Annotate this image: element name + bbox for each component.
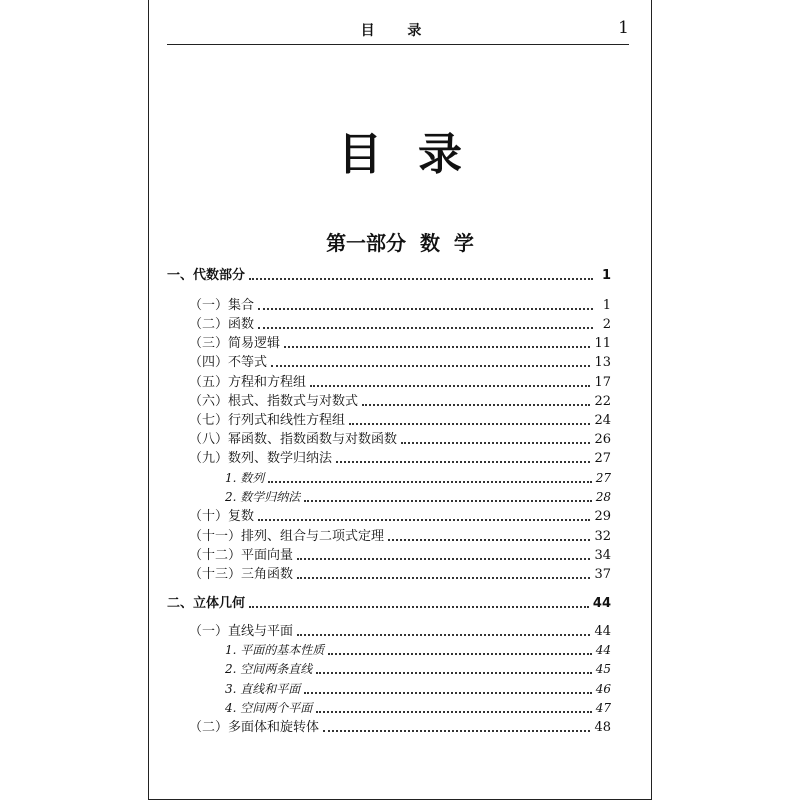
toc-entry-page: 13 — [594, 355, 611, 370]
toc-entry-title: （三）简易逻辑 — [189, 336, 281, 351]
toc-entry[interactable] — [189, 373, 611, 392]
dot-leader — [310, 385, 590, 387]
toc-entry-page: 45 — [595, 662, 611, 676]
toc-entry-title: 一、代数部分 — [167, 268, 246, 283]
toc-entry-page: 28 — [595, 490, 611, 504]
toc-entry[interactable] — [189, 334, 611, 353]
toc-entry-page: 46 — [595, 682, 611, 696]
toc-entry-title: （一）直线与平面 — [189, 624, 294, 639]
toc-entry-page: 44 — [595, 643, 611, 657]
toc-entry[interactable] — [167, 594, 611, 613]
toc-entry[interactable] — [225, 488, 611, 507]
dot-leader — [401, 442, 590, 444]
dot-leader — [304, 500, 591, 502]
part-title: 第一部分 数 学 — [326, 231, 474, 255]
toc-entry-page: 44 — [594, 624, 611, 639]
toc-entry[interactable] — [189, 546, 611, 565]
toc-entry[interactable] — [189, 449, 611, 468]
toc-entry-title: （十）复数 — [189, 509, 255, 524]
dot-leader — [349, 423, 590, 425]
toc-entry[interactable] — [225, 680, 611, 699]
toc-entry-title: （六）根式、指数式与对数式 — [189, 394, 359, 409]
dot-leader — [249, 606, 589, 608]
toc-entry-title: （二）函数 — [189, 317, 255, 332]
toc-entry-title: （十三）三角函数 — [189, 567, 294, 582]
toc-entry-page: 48 — [594, 720, 611, 735]
toc-entry-page: 32 — [594, 529, 611, 544]
toc-entry-title: （四）不等式 — [189, 355, 268, 370]
toc-entry-title: （八）幂函数、指数函数与对数函数 — [189, 432, 398, 447]
toc-entry[interactable] — [189, 718, 611, 737]
dot-leader — [249, 278, 593, 280]
dot-leader — [336, 461, 590, 463]
toc-entry-page: 11 — [594, 336, 611, 351]
toc-entry[interactable] — [189, 430, 611, 449]
toc-entry-page: 47 — [595, 701, 611, 715]
dot-leader — [316, 672, 591, 674]
toc-entry-title: 2. 数学归纳法 — [225, 490, 301, 504]
toc-entry[interactable] — [189, 296, 611, 315]
toc-entry[interactable] — [189, 392, 611, 411]
toc-entry-title: 二、立体几何 — [167, 596, 246, 611]
dot-leader — [388, 539, 590, 541]
running-header — [167, 16, 629, 45]
dot-leader — [297, 634, 590, 636]
dot-leader — [268, 481, 591, 483]
running-title: 目 录 — [360, 23, 436, 39]
toc-entry[interactable] — [225, 699, 611, 718]
toc-entry-title: （十二）平面向量 — [189, 548, 294, 563]
toc-entry[interactable] — [189, 565, 611, 584]
toc-entry[interactable] — [189, 507, 611, 526]
toc-entry-title: （十一）排列、组合与二项式定理 — [189, 529, 385, 544]
dot-leader — [258, 327, 593, 329]
dot-leader — [362, 404, 590, 406]
toc-entry-page: 1 — [601, 268, 611, 283]
toc-entry[interactable] — [225, 641, 611, 660]
dot-leader — [271, 365, 590, 367]
toc-entry-title: （二）多面体和旋转体 — [189, 720, 320, 735]
dot-leader — [284, 346, 590, 348]
toc-entry-page: 24 — [594, 413, 611, 428]
page-title: 目录 — [338, 129, 498, 180]
toc-entry[interactable] — [189, 353, 611, 372]
toc-entry-page: 2 — [602, 317, 611, 332]
dot-leader — [297, 577, 590, 579]
toc-entry-title: 2. 空间两条直线 — [225, 662, 313, 676]
toc-entry-page: 26 — [594, 432, 611, 447]
toc-entry[interactable] — [225, 660, 611, 679]
dot-leader — [297, 558, 590, 560]
dot-leader — [258, 519, 590, 521]
toc-entry-page: 37 — [594, 567, 611, 582]
toc-entry-title: （七）行列式和线性方程组 — [189, 413, 346, 428]
toc-entry-page: 29 — [594, 509, 611, 524]
toc-entry-title: （一）集合 — [189, 298, 255, 313]
toc-entry[interactable] — [189, 622, 611, 641]
toc-entry-page: 34 — [594, 548, 611, 563]
toc-entry-page: 27 — [594, 451, 611, 466]
book-page — [148, 0, 652, 800]
toc-entry-title: （九）数列、数学归纳法 — [189, 451, 333, 466]
toc-entry-title: 1. 平面的基本性质 — [225, 643, 325, 657]
toc-entry[interactable] — [189, 411, 611, 430]
toc-entry-page: 44 — [592, 596, 611, 611]
toc-entry-page: 27 — [595, 471, 611, 485]
toc-entry-page: 1 — [602, 298, 611, 313]
toc-entry-title: 3. 直线和平面 — [225, 682, 301, 696]
toc-entry[interactable] — [225, 469, 611, 488]
dot-leader — [258, 308, 593, 310]
dot-leader — [304, 692, 591, 694]
toc-entry-page: 22 — [594, 394, 611, 409]
dot-leader — [316, 711, 591, 713]
page-number: 1 — [618, 18, 629, 38]
toc-entry-title: 1. 数列 — [225, 471, 265, 485]
dot-leader — [323, 730, 590, 732]
toc-entry-title: 4. 空间两个平面 — [225, 701, 313, 715]
toc-entry-title: （五）方程和方程组 — [189, 375, 307, 390]
toc-entry[interactable] — [189, 315, 611, 334]
toc-entry[interactable] — [167, 266, 611, 285]
toc-entry-page: 17 — [594, 375, 611, 390]
toc-entry[interactable] — [189, 527, 611, 546]
dot-leader — [328, 653, 591, 655]
